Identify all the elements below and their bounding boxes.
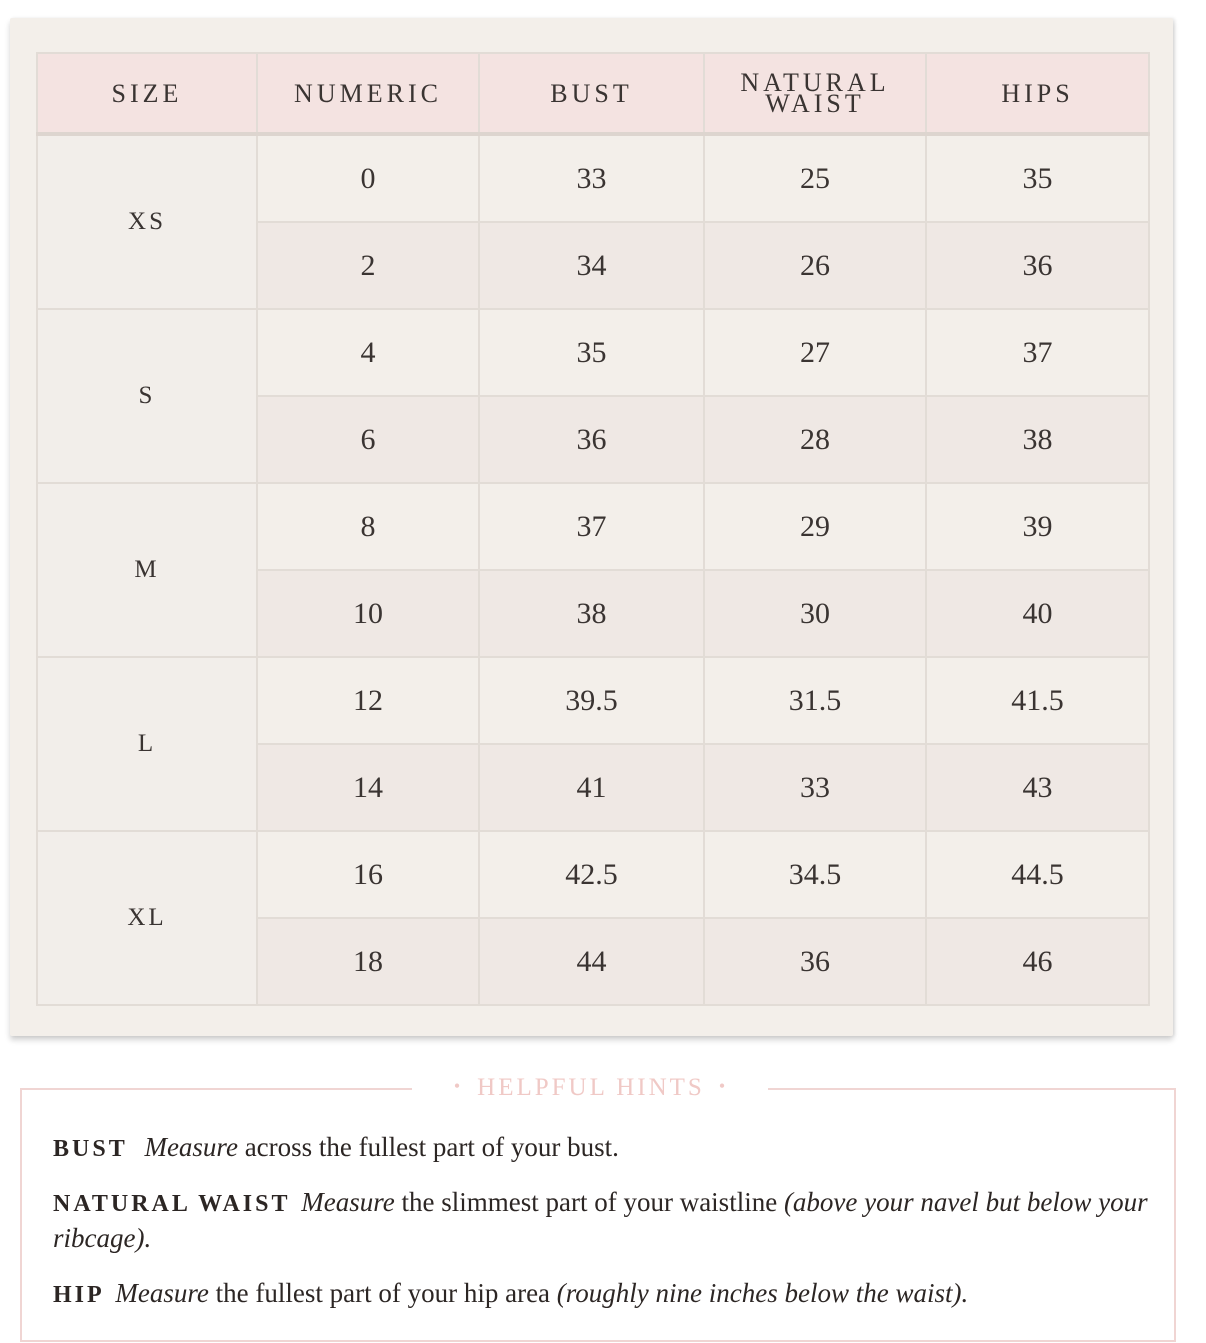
waist-cell: 28: [704, 396, 926, 483]
table-row: [37, 134, 1149, 222]
bullet-icon: •: [453, 1076, 464, 1096]
hint-text: the fullest part of your hip area: [208, 1278, 557, 1308]
header-numeric: NUMERIC: [257, 53, 479, 134]
table-row: [37, 831, 1149, 918]
hips-cell: 41.5: [926, 657, 1149, 744]
table-row: [37, 657, 1149, 744]
numeric-cell: 2: [257, 222, 479, 309]
hint-term: NATURAL WAIST: [53, 1191, 291, 1217]
waist-cell: 27: [704, 309, 926, 396]
numeric-cell: 6: [257, 396, 479, 483]
waist-cell: 25: [704, 134, 926, 222]
waist-cell: 31.5: [704, 657, 926, 744]
waist-cell: 36: [704, 918, 926, 1005]
bust-cell: 35: [479, 309, 704, 396]
header-natural-waist: [704, 53, 926, 134]
waist-cell: 33: [704, 744, 926, 831]
hint-note: (above your navel but below your ribcage).: [53, 1187, 1148, 1253]
table-row: [37, 483, 1149, 570]
hips-cell: 38: [926, 396, 1149, 483]
hint-bust: [53, 1130, 1153, 1166]
numeric-cell: 8: [257, 483, 479, 570]
bust-cell: 36: [479, 396, 704, 483]
hips-cell: 44.5: [926, 831, 1149, 918]
hint-text: across the fullest part of your bust.: [237, 1132, 619, 1162]
table-row: [37, 309, 1149, 396]
header-size: SIZE: [37, 53, 257, 134]
helpful-hints-title-text: HELPFUL HINTS: [477, 1074, 705, 1101]
hints-top-rule-left: [20, 1088, 412, 1090]
hint-text: the slimmest part of your waistline: [394, 1187, 784, 1217]
header-row: [37, 53, 1149, 134]
size-label-cell: S: [37, 309, 257, 483]
size-label-cell: M: [37, 483, 257, 657]
hips-cell: 40: [926, 570, 1149, 657]
hips-cell: 43: [926, 744, 1149, 831]
bust-cell: 42.5: [479, 831, 704, 918]
size-label-cell: L: [37, 657, 257, 831]
waist-cell: 29: [704, 483, 926, 570]
numeric-cell: 0: [257, 134, 479, 222]
hint-measure: Measure: [144, 1132, 238, 1162]
waist-cell: 30: [704, 570, 926, 657]
waist-cell: 34.5: [704, 831, 926, 918]
hint-natural-waist: [53, 1185, 1153, 1255]
size-label-cell: XS: [37, 134, 257, 309]
hips-cell: 36: [926, 222, 1149, 309]
numeric-cell: 10: [257, 570, 479, 657]
hips-cell: 35: [926, 134, 1149, 222]
hips-cell: 37: [926, 309, 1149, 396]
hint-term: BUST: [53, 1136, 128, 1162]
bust-cell: 44: [479, 918, 704, 1005]
helpful-hints-title: [420, 1074, 762, 1102]
hint-note: (roughly nine inches below the waist).: [556, 1278, 969, 1308]
bust-cell: 39.5: [479, 657, 704, 744]
hint-measure: Measure: [301, 1187, 395, 1217]
numeric-cell: 12: [257, 657, 479, 744]
numeric-cell: 18: [257, 918, 479, 1005]
header-natural-waist-line2: WAIST: [765, 89, 865, 118]
header-bust: BUST: [479, 53, 704, 134]
hint-term: HIP: [53, 1282, 105, 1308]
hips-cell: 46: [926, 918, 1149, 1005]
bust-cell: 37: [479, 483, 704, 570]
numeric-cell: 14: [257, 744, 479, 831]
bust-cell: 34: [479, 222, 704, 309]
waist-cell: 26: [704, 222, 926, 309]
bullet-icon: •: [718, 1076, 729, 1096]
hips-cell: 39: [926, 483, 1149, 570]
header-natural-waist-line1: NATURAL: [740, 68, 890, 97]
bust-cell: 33: [479, 134, 704, 222]
size-label-cell: XL: [37, 831, 257, 1005]
numeric-cell: 4: [257, 309, 479, 396]
numeric-cell: 16: [257, 831, 479, 918]
size-table: [36, 52, 1150, 1006]
bust-cell: 41: [479, 744, 704, 831]
hints-top-rule-right: [768, 1088, 1176, 1090]
header-hips: HIPS: [926, 53, 1149, 134]
bust-cell: 38: [479, 570, 704, 657]
hint-hip: [53, 1276, 1153, 1312]
hint-measure: Measure: [115, 1278, 209, 1308]
